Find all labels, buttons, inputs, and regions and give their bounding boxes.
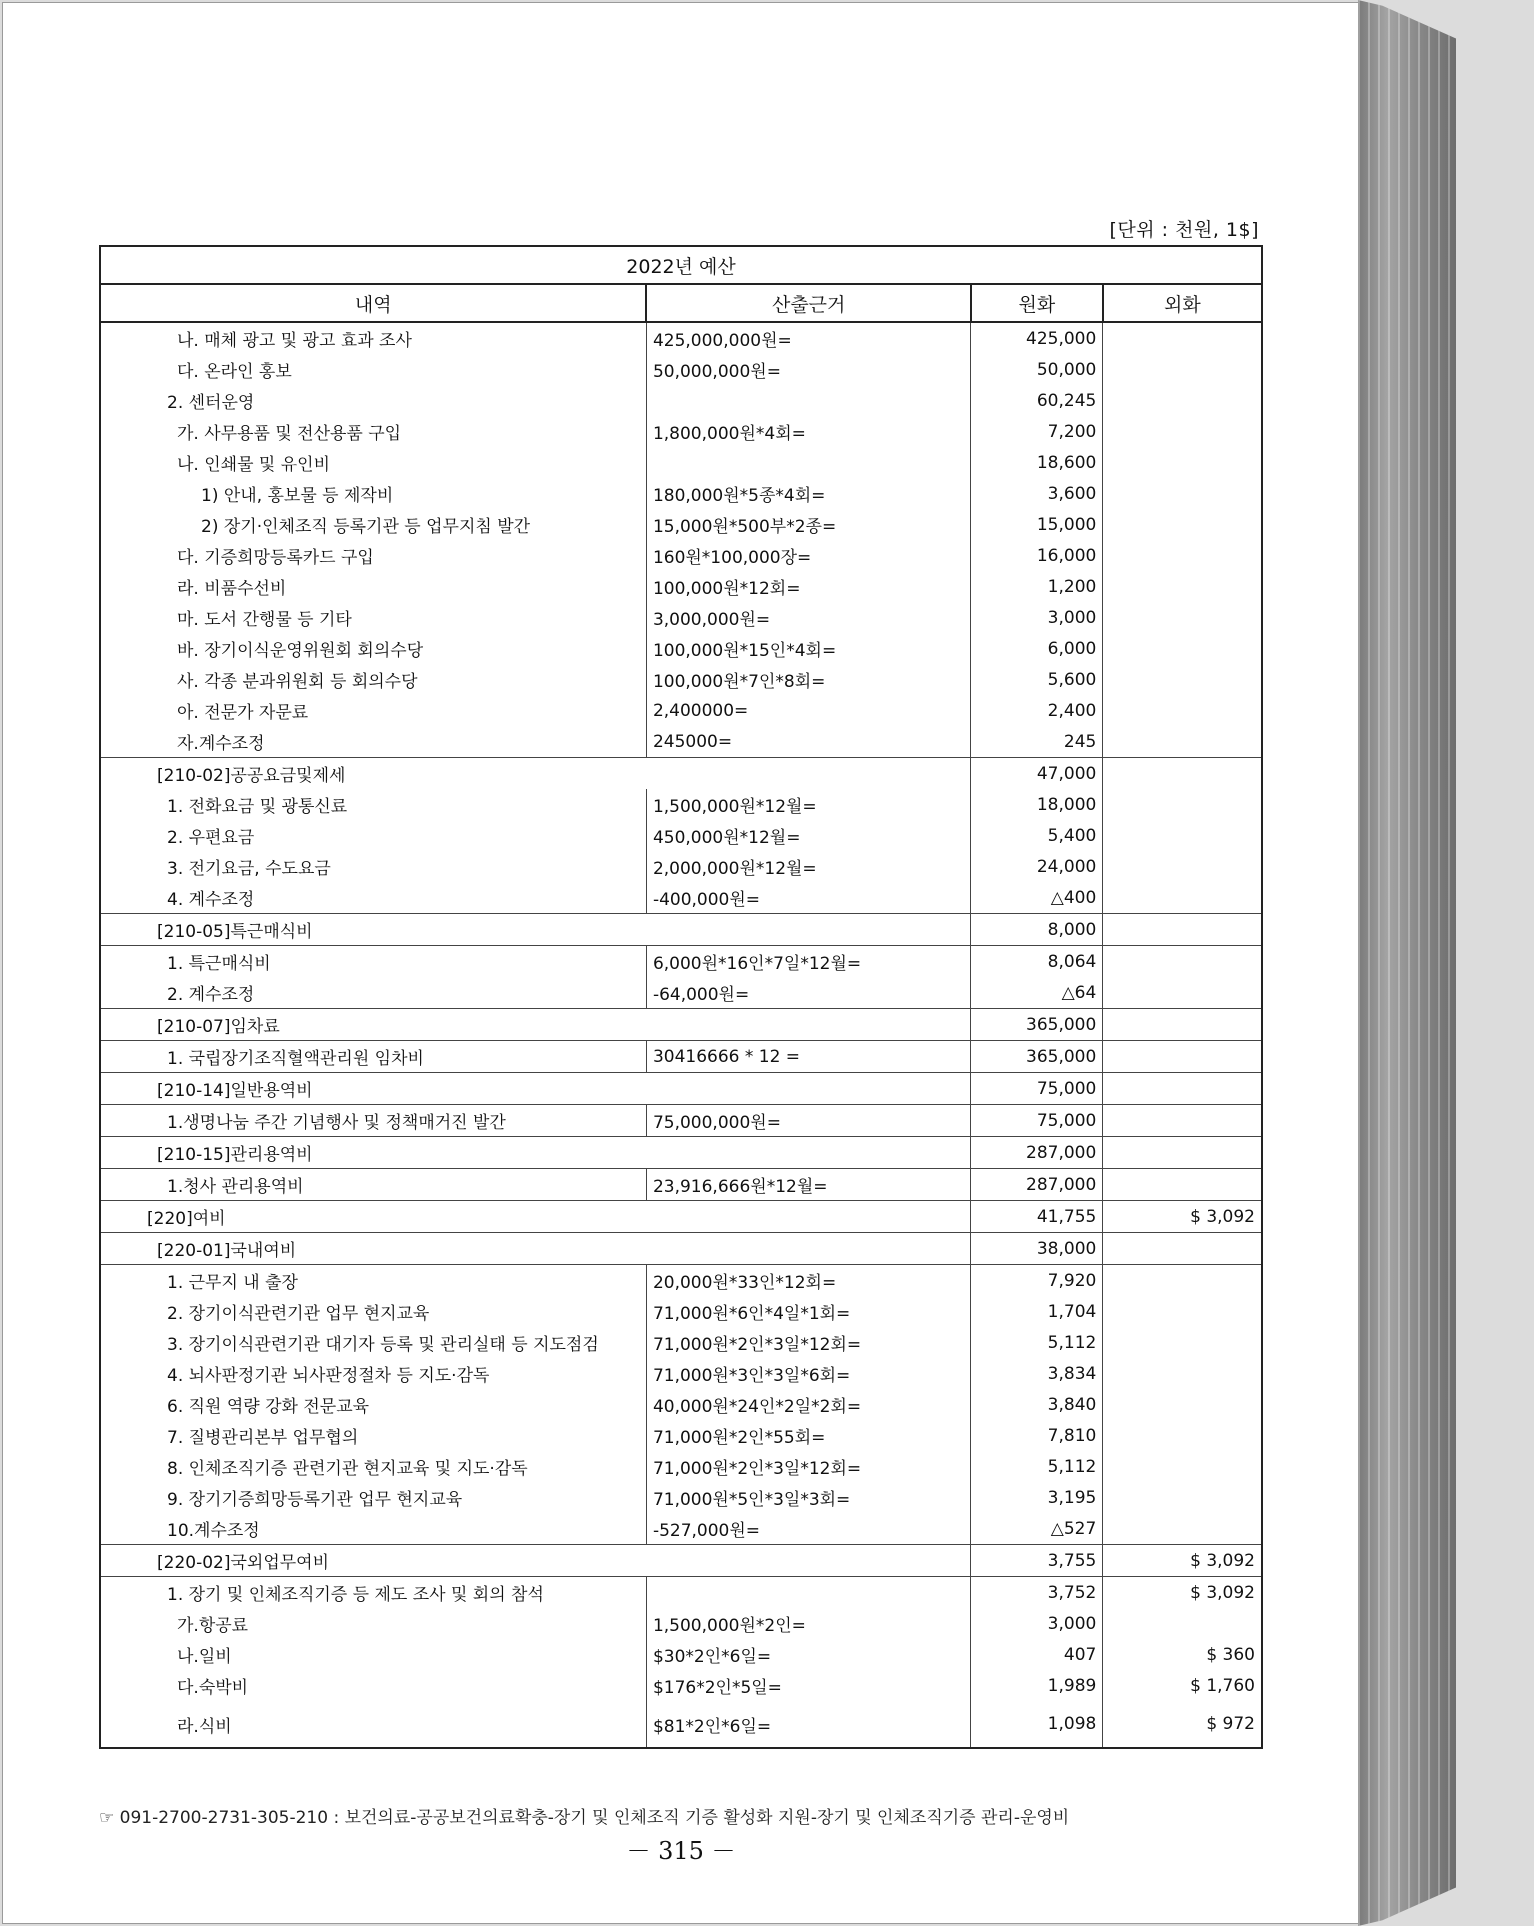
cell-basis: 245000= xyxy=(646,726,971,758)
header-usd: 외화 xyxy=(1103,284,1262,322)
cell-krw: 5,112 xyxy=(971,1327,1103,1358)
cell-krw: 2,400 xyxy=(971,695,1103,726)
cell-item: 나. 매체 광고 및 광고 효과 조사 xyxy=(100,322,646,354)
cell-krw: △527 xyxy=(971,1513,1103,1545)
table-row xyxy=(100,1358,1262,1389)
cell-krw: 38,000 xyxy=(971,1233,1103,1265)
cell-krw: 75,000 xyxy=(971,1105,1103,1137)
cell-basis: 71,000원*5인*3일*3회= xyxy=(646,1482,971,1513)
cell-krw: 1,098 xyxy=(971,1701,1103,1748)
cell-basis: 23,916,666원*12월= xyxy=(646,1169,971,1201)
cell-usd xyxy=(1103,1451,1262,1482)
cell-krw: 15,000 xyxy=(971,509,1103,540)
budget-table xyxy=(99,245,1263,1749)
cell-usd xyxy=(1103,851,1262,882)
page-number: － 315 － xyxy=(626,1837,736,1865)
cell-usd xyxy=(1103,1513,1262,1545)
cell-usd xyxy=(1103,447,1262,478)
cell-usd xyxy=(1103,664,1262,695)
cell-krw: 24,000 xyxy=(971,851,1103,882)
cell-item: 1. 국립장기조직혈액관리원 임차비 xyxy=(100,1041,646,1073)
cell-basis: 450,000원*12월= xyxy=(646,820,971,851)
table-row xyxy=(100,726,1262,758)
table-title: 2022년 예산 xyxy=(100,246,1262,284)
table-row xyxy=(100,1169,1262,1201)
cell-usd xyxy=(1103,726,1262,758)
cell-item: [210-07]임차료 xyxy=(100,1009,971,1041)
cell-usd xyxy=(1103,1009,1262,1041)
cell-krw: △400 xyxy=(971,882,1103,914)
cell-usd xyxy=(1103,1420,1262,1451)
cell-basis: 40,000원*24인*2일*2회= xyxy=(646,1389,971,1420)
cell-krw: 1,704 xyxy=(971,1296,1103,1327)
table-row xyxy=(100,1327,1262,1358)
table-row xyxy=(100,385,1262,416)
cell-item: [210-05]특근매식비 xyxy=(100,914,971,946)
cell-usd xyxy=(1103,1327,1262,1358)
cell-basis: -527,000원= xyxy=(646,1513,971,1545)
cell-usd xyxy=(1103,695,1262,726)
cell-krw: 6,000 xyxy=(971,633,1103,664)
cell-basis: -64,000원= xyxy=(646,977,971,1009)
table-group-row xyxy=(100,758,1262,790)
cell-item: 나.일비 xyxy=(100,1639,646,1670)
cell-item: 다.숙박비 xyxy=(100,1670,646,1701)
cell-krw: 1,989 xyxy=(971,1670,1103,1701)
cell-item: 1.청사 관리용역비 xyxy=(100,1169,646,1201)
cell-krw: 8,064 xyxy=(971,946,1103,978)
cell-usd xyxy=(1103,354,1262,385)
cell-item: 4. 계수조정 xyxy=(100,882,646,914)
cell-usd xyxy=(1103,914,1262,946)
cell-usd xyxy=(1103,789,1262,820)
table-row xyxy=(100,602,1262,633)
cell-item: 1. 전화요금 및 광통신료 xyxy=(100,789,646,820)
cell-item: 6. 직원 역량 강화 전문교육 xyxy=(100,1389,646,1420)
cell-item: 2. 우편요금 xyxy=(100,820,646,851)
cell-usd: $ 3,092 xyxy=(1103,1545,1262,1577)
table-row xyxy=(100,946,1262,978)
cell-usd: $ 360 xyxy=(1103,1639,1262,1670)
document-page xyxy=(2,2,1360,1924)
header-basis: 산출근거 xyxy=(646,284,971,322)
cell-item: 2. 계수조정 xyxy=(100,977,646,1009)
table-row xyxy=(100,1420,1262,1451)
table-group-row xyxy=(100,1073,1262,1105)
cell-basis: 3,000,000원= xyxy=(646,602,971,633)
cell-item: 8. 인체조직기증 관련기관 현지교육 및 지도·감독 xyxy=(100,1451,646,1482)
cell-basis xyxy=(646,1577,971,1609)
cell-usd xyxy=(1103,1296,1262,1327)
cell-basis: $176*2인*5일= xyxy=(646,1670,971,1701)
cell-item: 1. 근무지 내 출장 xyxy=(100,1265,646,1297)
cell-item: 2) 장기·인체조직 등록기관 등 업무지침 발간 xyxy=(100,509,646,540)
cell-basis: 1,500,000원*12월= xyxy=(646,789,971,820)
cell-usd xyxy=(1103,977,1262,1009)
cell-basis: 425,000,000원= xyxy=(646,322,971,354)
table-row xyxy=(100,1296,1262,1327)
cell-usd: $ 3,092 xyxy=(1103,1201,1262,1233)
cell-krw: 3,000 xyxy=(971,602,1103,633)
cell-item: 3. 장기이식관련기관 대기자 등록 및 관리실태 등 지도점검 xyxy=(100,1327,646,1358)
cell-basis: 1,500,000원*2인= xyxy=(646,1608,971,1639)
cell-usd xyxy=(1103,758,1262,790)
table-group-row xyxy=(100,1009,1262,1041)
cell-basis: 1,800,000원*4회= xyxy=(646,416,971,447)
table-row xyxy=(100,1041,1262,1073)
cell-krw: 3,195 xyxy=(971,1482,1103,1513)
table-row xyxy=(100,1577,1262,1609)
cell-usd xyxy=(1103,1233,1262,1265)
cell-krw: 365,000 xyxy=(971,1041,1103,1073)
cell-basis: 75,000,000원= xyxy=(646,1105,971,1137)
cell-krw: 3,000 xyxy=(971,1608,1103,1639)
table-row xyxy=(100,1265,1262,1297)
cell-usd xyxy=(1103,820,1262,851)
cell-item: 바. 장기이식운영위원회 회의수당 xyxy=(100,633,646,664)
cell-basis: 180,000원*5종*4회= xyxy=(646,478,971,509)
cell-usd xyxy=(1103,602,1262,633)
table-row xyxy=(100,977,1262,1009)
table-header-row xyxy=(100,284,1262,322)
cell-item: 나. 인쇄물 및 유인비 xyxy=(100,447,646,478)
cell-basis: $30*2인*6일= xyxy=(646,1639,971,1670)
cell-krw: 5,112 xyxy=(971,1451,1103,1482)
table-body xyxy=(100,322,1262,1748)
cell-item: 2. 장기이식관련기관 업무 현지교육 xyxy=(100,1296,646,1327)
cell-basis: $81*2인*6일= xyxy=(646,1701,971,1748)
table-row xyxy=(100,664,1262,695)
table-group-row xyxy=(100,1545,1262,1577)
cell-usd xyxy=(1103,540,1262,571)
table-group-row xyxy=(100,1233,1262,1265)
cell-krw: 3,752 xyxy=(971,1577,1103,1609)
table-title-row xyxy=(100,246,1262,284)
table-row xyxy=(100,447,1262,478)
cell-krw: 3,755 xyxy=(971,1545,1103,1577)
cell-basis: 71,000원*2인*55회= xyxy=(646,1420,971,1451)
cell-krw: 7,920 xyxy=(971,1265,1103,1297)
cell-usd xyxy=(1103,1608,1262,1639)
cell-krw: 287,000 xyxy=(971,1169,1103,1201)
table-row xyxy=(100,1105,1262,1137)
cell-krw: 407 xyxy=(971,1639,1103,1670)
cell-item: [220-01]국내여비 xyxy=(100,1233,971,1265)
table-row xyxy=(100,820,1262,851)
table-row xyxy=(100,882,1262,914)
cell-krw: 5,600 xyxy=(971,664,1103,695)
cell-krw: 18,000 xyxy=(971,789,1103,820)
cell-usd xyxy=(1103,882,1262,914)
cell-item: [210-15]관리용역비 xyxy=(100,1137,971,1169)
cell-item: 다. 온라인 홍보 xyxy=(100,354,646,385)
cell-krw: 50,000 xyxy=(971,354,1103,385)
cell-item: [220]여비 xyxy=(100,1201,971,1233)
cell-basis: 100,000원*7인*8회= xyxy=(646,664,971,695)
cell-usd xyxy=(1103,1389,1262,1420)
cell-krw: 41,755 xyxy=(971,1201,1103,1233)
cell-usd: $ 1,760 xyxy=(1103,1670,1262,1701)
table-group-row xyxy=(100,1201,1262,1233)
cell-krw: 7,810 xyxy=(971,1420,1103,1451)
table-row xyxy=(100,478,1262,509)
cell-basis: 2,000,000원*12월= xyxy=(646,851,971,882)
cell-usd xyxy=(1103,1073,1262,1105)
cell-item: 1. 특근매식비 xyxy=(100,946,646,978)
table-group-row xyxy=(100,1137,1262,1169)
table-row xyxy=(100,571,1262,602)
table-row xyxy=(100,1513,1262,1545)
table-row xyxy=(100,1451,1262,1482)
cell-usd xyxy=(1103,1041,1262,1073)
cell-krw: 1,200 xyxy=(971,571,1103,602)
cell-usd xyxy=(1103,509,1262,540)
cell-basis: 2,400000= xyxy=(646,695,971,726)
cell-krw: 18,600 xyxy=(971,447,1103,478)
cell-usd xyxy=(1103,416,1262,447)
cell-item: 1. 장기 및 인체조직기증 등 제도 조사 및 회의 참석 xyxy=(100,1577,646,1609)
cell-krw: 47,000 xyxy=(971,758,1103,790)
cell-usd: $ 3,092 xyxy=(1103,1577,1262,1609)
header-krw: 원화 xyxy=(971,284,1103,322)
table-row xyxy=(100,851,1262,882)
cell-usd xyxy=(1103,385,1262,416)
cell-item: 라.식비 xyxy=(100,1701,646,1748)
cell-krw: 287,000 xyxy=(971,1137,1103,1169)
cell-basis: -400,000원= xyxy=(646,882,971,914)
table-row xyxy=(100,695,1262,726)
table-row xyxy=(100,354,1262,385)
cell-item: 1) 안내, 홍보물 등 제작비 xyxy=(100,478,646,509)
table-row xyxy=(100,1639,1262,1670)
cell-item: 4. 뇌사판정기관 뇌사판정절차 등 지도·감독 xyxy=(100,1358,646,1389)
table-row xyxy=(100,540,1262,571)
cell-item: 1.생명나눔 주간 기념행사 및 정책매거진 발간 xyxy=(100,1105,646,1137)
cell-basis: 20,000원*33인*12회= xyxy=(646,1265,971,1297)
cell-krw: 7,200 xyxy=(971,416,1103,447)
cell-item: 2. 센터운영 xyxy=(100,385,646,416)
cell-krw: 3,840 xyxy=(971,1389,1103,1420)
cell-krw: 8,000 xyxy=(971,914,1103,946)
cell-krw: 3,600 xyxy=(971,478,1103,509)
cell-usd xyxy=(1103,1358,1262,1389)
cell-basis: 160원*100,000장= xyxy=(646,540,971,571)
cell-basis xyxy=(646,385,971,416)
table-row xyxy=(100,322,1262,354)
cell-krw: 16,000 xyxy=(971,540,1103,571)
cell-basis: 30416666 * 12 = xyxy=(646,1041,971,1073)
cell-usd xyxy=(1103,1482,1262,1513)
cell-krw: △64 xyxy=(971,977,1103,1009)
cell-basis: 71,000원*3인*3일*6회= xyxy=(646,1358,971,1389)
cell-usd: $ 972 xyxy=(1103,1701,1262,1748)
cell-usd xyxy=(1103,571,1262,602)
cell-item: 가.항공료 xyxy=(100,1608,646,1639)
cell-usd xyxy=(1103,633,1262,664)
cell-krw: 365,000 xyxy=(971,1009,1103,1041)
cell-usd xyxy=(1103,322,1262,354)
cell-basis: 6,000원*16인*7일*12월= xyxy=(646,946,971,978)
cell-item: 사. 각종 분과위원회 등 회의수당 xyxy=(100,664,646,695)
unit-label: [단위 : 천원, 1$] xyxy=(1109,219,1259,241)
cell-basis xyxy=(646,447,971,478)
cell-item: 라. 비품수선비 xyxy=(100,571,646,602)
table-row xyxy=(100,789,1262,820)
cell-krw: 3,834 xyxy=(971,1358,1103,1389)
table-row xyxy=(100,1482,1262,1513)
cell-basis: 15,000원*500부*2종= xyxy=(646,509,971,540)
cell-usd xyxy=(1103,478,1262,509)
cell-basis: 71,000원*2인*3일*12회= xyxy=(646,1451,971,1482)
table-row xyxy=(100,416,1262,447)
cell-basis: 71,000원*2인*3일*12회= xyxy=(646,1327,971,1358)
cell-krw: 5,400 xyxy=(971,820,1103,851)
cell-item: 아. 전문가 자문료 xyxy=(100,695,646,726)
cell-usd xyxy=(1103,1265,1262,1297)
table-group-row xyxy=(100,914,1262,946)
cell-krw: 75,000 xyxy=(971,1073,1103,1105)
cell-usd xyxy=(1103,1105,1262,1137)
cell-item: [210-02]공공요금및제세 xyxy=(100,758,971,790)
table-row xyxy=(100,1608,1262,1639)
table-row xyxy=(100,1670,1262,1701)
cell-krw: 425,000 xyxy=(971,322,1103,354)
table-row xyxy=(100,1389,1262,1420)
table-row xyxy=(100,1701,1262,1748)
cell-krw: 60,245 xyxy=(971,385,1103,416)
cell-item: 3. 전기요금, 수도요금 xyxy=(100,851,646,882)
cell-usd xyxy=(1103,1137,1262,1169)
cell-item: 10.계수조정 xyxy=(100,1513,646,1545)
cell-krw: 245 xyxy=(971,726,1103,758)
cell-item: [210-14]일반용역비 xyxy=(100,1073,971,1105)
cell-item: [220-02]국외업무여비 xyxy=(100,1545,971,1577)
cell-item: 9. 장기기증희망등록기관 업무 현지교육 xyxy=(100,1482,646,1513)
cell-usd xyxy=(1103,1169,1262,1201)
cell-item: 7. 질병관리본부 업무협의 xyxy=(100,1420,646,1451)
cell-basis: 71,000원*6인*4일*1회= xyxy=(646,1296,971,1327)
cell-basis: 100,000원*15인*4회= xyxy=(646,633,971,664)
cell-item: 자.계수조정 xyxy=(100,726,646,758)
book-page-edges xyxy=(1358,0,1456,1926)
cell-usd xyxy=(1103,946,1262,978)
table-row xyxy=(100,509,1262,540)
cell-item: 마. 도서 간행물 등 기타 xyxy=(100,602,646,633)
cell-item: 가. 사무용품 및 전산용품 구입 xyxy=(100,416,646,447)
cell-basis: 50,000,000원= xyxy=(646,354,971,385)
header-item: 내역 xyxy=(100,284,646,322)
cell-basis: 100,000원*12회= xyxy=(646,571,971,602)
cell-item: 다. 기증희망등록카드 구입 xyxy=(100,540,646,571)
table-row xyxy=(100,633,1262,664)
footnote: ☞ 091-2700-2731-305-210 : 보건의료-공공보건의료확충-장기 및 인체조직 기증 활성화 지원-장기 및 인체조직기증 관리-운영비 xyxy=(99,1808,1070,1828)
